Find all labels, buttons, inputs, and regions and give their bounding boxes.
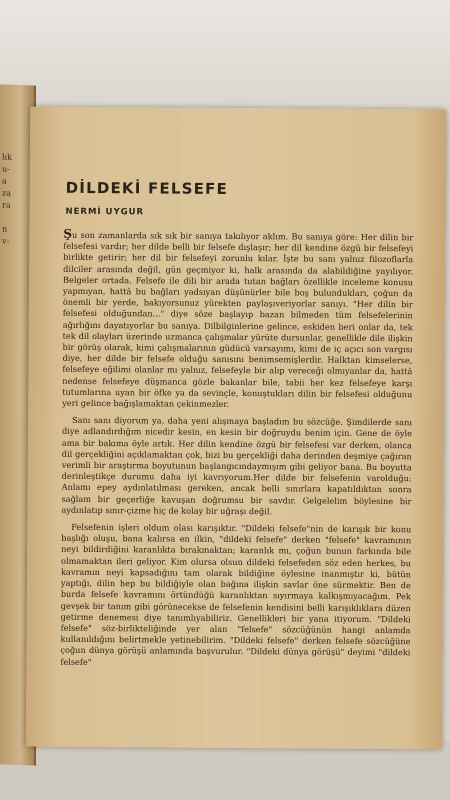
left-fragment: u- bbox=[2, 164, 10, 174]
left-fragment: v- bbox=[2, 236, 10, 246]
article-title: DİLDEKİ FELSEFE bbox=[65, 178, 229, 198]
background-top bbox=[0, 0, 450, 120]
paragraph bbox=[62, 226, 414, 412]
left-fragment: a bbox=[2, 176, 7, 186]
left-fragment: ra bbox=[2, 200, 11, 210]
book-page bbox=[26, 107, 446, 750]
left-fragment: za bbox=[2, 188, 11, 198]
article-author: NERMİ UYGUR bbox=[65, 206, 145, 218]
left-fragment: lık bbox=[2, 152, 12, 162]
left-fragment: n bbox=[2, 224, 8, 234]
paragraph-text: u son zamanlarda sık sık bir sanıya takılıyor aklım. Bu sanıya göre: Her dilin bir felsefesi vardır; her dilde belli bir felsefe dışlaşır; her dil kendine özgü bir felsefeyi birlikte getirir; her dil bir felsefeyi zorunlu kılar. İşte bu sanı yalnız filozoflarla dilciler arasında değil, gün geçmiyor ki, halk arasında da alabildiğine yayılıyor. Belgeler ortada. Felsefe ile dili bir arada tutan bağları özellikle inceleme konusu yapmıyan, hattâ bu bağları yadsıyan düşünürler bile boş bulundukları, çoğun da önemli bir yerde, bakıyorsunuz yürekten paylaşıveriyorlar sanıyı. "Her dilin bir felsefesi olduğundan..." diye söze başlayıp bazan bilmeden tüm felsefelerinin ağırlığını dayatıyorlar bu sanıya. Dilbilginlerine gelince, eskiden beri onlar da, tek tek dil olayları üzerinde uzmanca çalışmalar yürüte dursunlar, genellikle dile ilişkin bir görüş olarak, kimi çalışmalarının güdücü varsayımı, kimi de iç açıcı son vargısı diye, her dilde bir felsefe olduğu sanısını benimsemişlerdir. Halktan kimselerse, felsefeye eğilimi olanlar mı yalnız, felsefeyle bir alıp vereceği olmıyanlar da, hattâ nedense felsefeye düşmanca gözle bakanlar bile, tabii her kez felsefeye karşı tutumlarına uyan bir öfke ya da sevinçle, konuştukları dilin bir felsefesi olduğunu yeri gelince bağışlamaktan çekinmezler. bbox=[62, 229, 414, 409]
article-body bbox=[60, 226, 414, 676]
paragraph: Sanı sanı diyorum ya, daha yeni alışmaya başladım bu sözcüğe. Şimdilerde sanı diye adlandırdığım nicedir kesin, en kesin bir doğruydu benim için. Gene de öyle ama bir bakıma öyle artık. Her dilin kendine özgü bir felsefesi var derken, olanca dil gerçekliğini açıklamaktan çok, bizi bu gerçekliği daha derinden deşmiye çağıran verimli bir araştırma boyutunun başlangıcındaymışım gibi geliyor bana. Bu boyutta derinleştikçe durumu daha iyi kavrıyorum.Her dilde bir felsefenin varolduğu: Anlamı epey aydınlatılması gereken, ancak belli sınırlara kapatıldıktan sonra sağlam bir geçerliğe kavuşan doğrumsu bir savdır. Gelgelelim böylesine bir aydınlatıp sınır-çizme hiç de kolay bir uğraşı değil. bbox=[61, 415, 413, 517]
drop-cap: Ş bbox=[63, 226, 73, 241]
paragraph: Felsefenin işleri oldum olası karışıktır. "Dildeki felsefe"nin de karışık bir konu başlığı oluşu, bana kalırsa en ilkin, "dildeki felsefe" derken "felsefe" kavramının neyi bildirdiğini karanlıkta bırakmaktan; karanlık mı, çoğun bunun farkında bile olmamaktan ileri geliyor. Kim olursa olsun dildeki felsefeden söz eden herkes, bu kavramın neyi kapsadığını tam olarak bildiğine öylesine inanmıştır ki, bütün yaptığı, dilin hep bu bildiğiyle olan bağına ilişkin savlar öne sürmektir. Ben de burda felsefe kavramını örtündüğü karanlıktan sıyırmaya kalkışmıyacağım. Pek gevşek bir tanım gibi görünecekse de felsefenin kendisini belli karışıklıklara düzen getirme denemesi diye tanımlıyabiliriz. Genellikleri bir yana itiyorum. "Dildeki felsefe" söz-birlikteliğinde yer alan "felsefe" sözcüğünün hangi anlamda kullanıldığını belirtmekle yetinebilirim. "Dildeki felsefe" derken felsefe sözcüğüne çoğun dünya görüşü anlamında başvurulur. "Dildeki dünya görüşü" deyimi "dildeki felsefe" bbox=[60, 521, 412, 667]
